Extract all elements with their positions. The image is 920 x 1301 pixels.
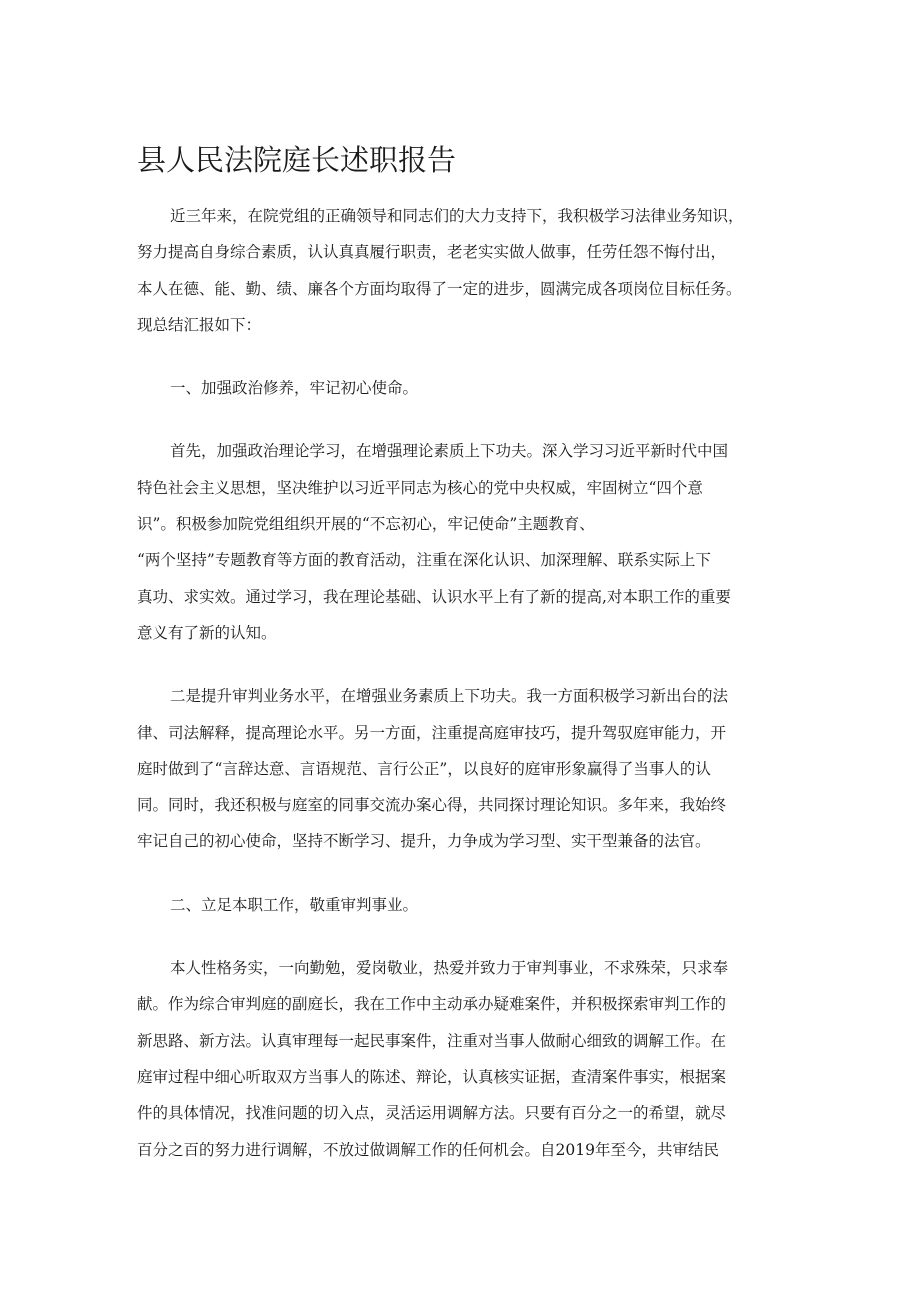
section-heading-text: 二、立足本职工作，敬重审判事业。	[170, 895, 419, 914]
text-line: “两个坚持”专题教育等方面的教育活动，注重在深化认识、加深理解、联系实际上下	[137, 551, 711, 570]
text-line: 首先，加强政治理论学习，在增强理论素质上下功夫。深入学习习近平新时代中国	[170, 442, 729, 461]
text-line: 牢记自己的初心使命，坚持不断学习、提升，力争成为学习型、实干型兼备的法官。	[137, 832, 711, 851]
text-line: 庭时做到了“言辞达意、言语规范、言行公正”，以良好的庭审形象赢得了当事人的认	[137, 759, 711, 778]
text-line: 特色社会主义思想，坚决维护以习近平同志为核心的党中央权威，牢固树立“四个意	[137, 478, 703, 497]
text-line: 意义有了新的认知。	[137, 623, 277, 642]
political-study-paragraph	[137, 433, 797, 651]
section-heading-2	[137, 887, 797, 923]
text-line: 律、司法解释，提高理论水平。另一方面，注重提高庭审技巧，提升驾驭庭审能力，开	[137, 723, 727, 742]
text-line: 件的具体情况，找准问题的切入点，灵活运用调解方法。只要有百分之一的希望，就尽	[137, 1104, 727, 1123]
text-line: 同。同时，我还积极与庭室的同事交流办案心得，共同探讨理论知识。多年来，我始终	[137, 796, 727, 815]
text-line: 庭审过程中细心听取双方当事人的陈述、辩论，认真核实证据，查清案件事实，根据案	[137, 1067, 727, 1086]
text-line: 现总结汇报如下：	[137, 315, 262, 334]
text-line: 新思路、新方法。认真审理每一起民事案件，注重对当事人做耐心细致的调解工作。在	[137, 1031, 727, 1050]
text-line: 本人性格务实，一向勤勉，爱岗敬业，热爱并致力于审判事业，不求殊荣，只求奉	[170, 959, 729, 978]
text-line: 努力提高自身综合素质，认认真真履行职责，老老实实做人做事，任劳任怨不悔付出，	[137, 243, 727, 262]
text-line: 真功、求实效。通过学习，我在理论基础、认识水平上有了新的提高,对本职工作的重要	[137, 587, 731, 606]
text-line: 近三年来，在院党组的正确领导和同志们的大力支持下，我积极学习法律业务知识，	[170, 207, 744, 225]
intro-paragraph	[137, 198, 797, 343]
text-line: 识”。积极参加院党组组织开展的“不忘初心，牢记使命”主题教育、	[137, 515, 595, 534]
document-title: 县人民法院庭长述职报告	[137, 143, 457, 177]
document-body	[137, 198, 797, 1195]
text-line: 本人在德、能、勤、绩、廉各个方面均取得了一定的进步，圆满完成各项岗位目标任务。	[137, 279, 742, 298]
section-heading-text: 一、加强政治修养，牢记初心使命。	[170, 379, 419, 398]
trial-skills-paragraph	[137, 678, 797, 859]
section-heading-1	[137, 370, 797, 406]
text-line: 献。作为综合审判庭的副庭长，我在工作中主动承办疑难案件，并积极探索审判工作的	[137, 995, 727, 1014]
work-duty-paragraph	[137, 950, 797, 1168]
text-line: 百分之百的努力进行调解，不放过做调解工作的任何机会。自2019年至今，共审结民	[137, 1140, 719, 1159]
text-line: 二是提升审判业务水平，在增强业务素质上下功夫。我一方面积极学习新出台的法	[170, 687, 729, 706]
